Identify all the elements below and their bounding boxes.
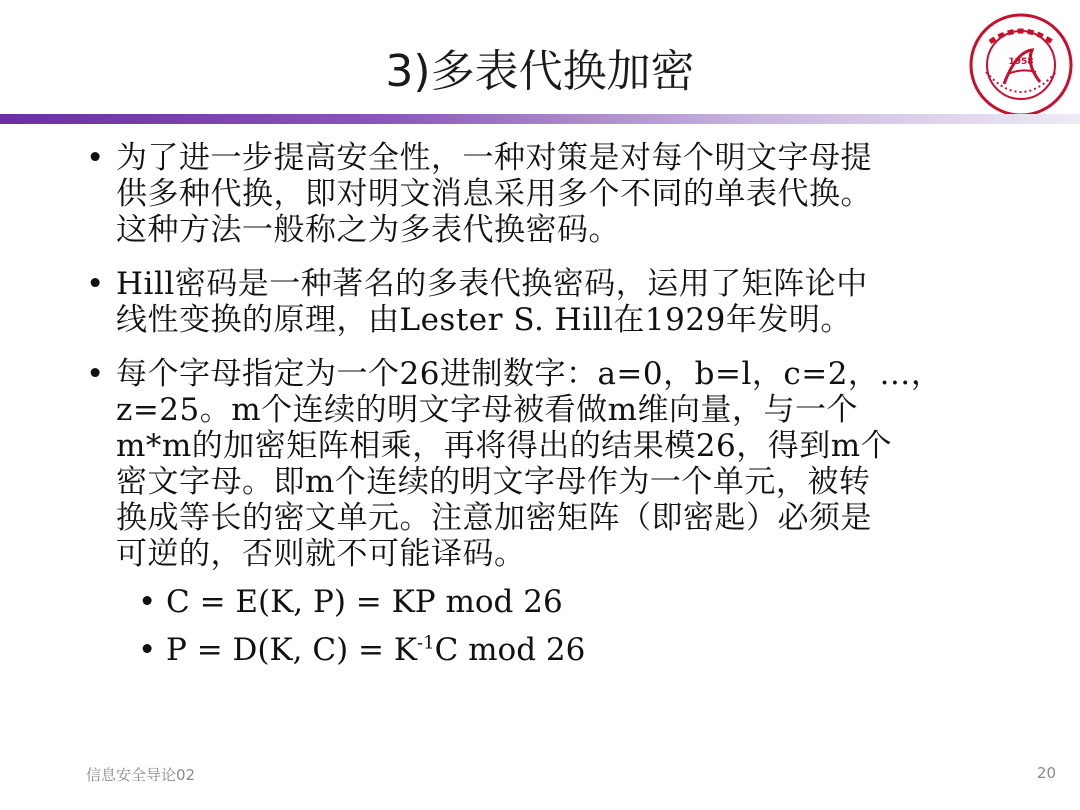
- slide-title: 3)多表代换加密: [385, 46, 695, 97]
- bullet-line: z=25。m个连续的明文字母被看做m维向量，与一个: [116, 392, 859, 428]
- formula-list: [80, 582, 1020, 670]
- bullet-dot-icon: •: [138, 584, 157, 620]
- bullet-item-3: [80, 356, 1020, 572]
- decrypt-formula: [80, 630, 1020, 670]
- bullet-dot-icon: •: [86, 356, 105, 392]
- bullet-line: 密文字母。即m个连续的明文字母作为一个单元，被转: [116, 464, 871, 500]
- bullet-item-1: [80, 140, 1020, 248]
- encrypt-formula-text: C = E(K, P) = KP mod 26: [166, 584, 563, 620]
- bullet-item-2: [80, 266, 1020, 338]
- slide-content: [80, 140, 1020, 678]
- logo-year: 1958: [1008, 57, 1034, 67]
- bullet-line: 每个字母指定为一个26进制数字：a=0，b=l，c=2，…，: [116, 356, 943, 392]
- bullet-line: 换成等长的密文单元。注意加密矩阵（即密匙）必须是: [116, 500, 872, 536]
- decrypt-formula-exponent: -1: [417, 632, 435, 654]
- bullet-line: Hill密码是一种著名的多表代换密码，运用了矩阵论中: [116, 266, 868, 302]
- bullet-line: 线性变换的原理，由Lester S. Hill在1929年发明。: [116, 302, 852, 338]
- university-logo-icon: [968, 12, 1074, 118]
- footer-course-name: 信息安全导论02: [86, 766, 196, 784]
- bullet-line: 为了进一步提高安全性，一种对策是对每个明文字母提: [116, 140, 872, 176]
- bullet-line: m*m的加密矩阵相乘，再将得出的结果模26，得到m个: [116, 428, 893, 464]
- bullet-dot-icon: •: [86, 140, 105, 176]
- bullet-dot-icon: •: [138, 632, 157, 668]
- bullet-line: 可逆的，否则就不可能译码。: [116, 536, 526, 572]
- bullet-line: 这种方法一般称之为多表代换密码。: [116, 212, 620, 248]
- decrypt-formula-prefix: P = D(K, C) = K: [166, 632, 418, 668]
- decrypt-formula-suffix: C mod 26: [434, 632, 586, 668]
- title-divider-bar: [0, 114, 1080, 124]
- bullet-line: 供多种代换，即对明文消息采用多个不同的单表代换。: [116, 176, 872, 212]
- encrypt-formula: [80, 582, 1020, 622]
- bullet-dot-icon: •: [86, 266, 105, 302]
- footer-page-number: 20: [1036, 764, 1056, 782]
